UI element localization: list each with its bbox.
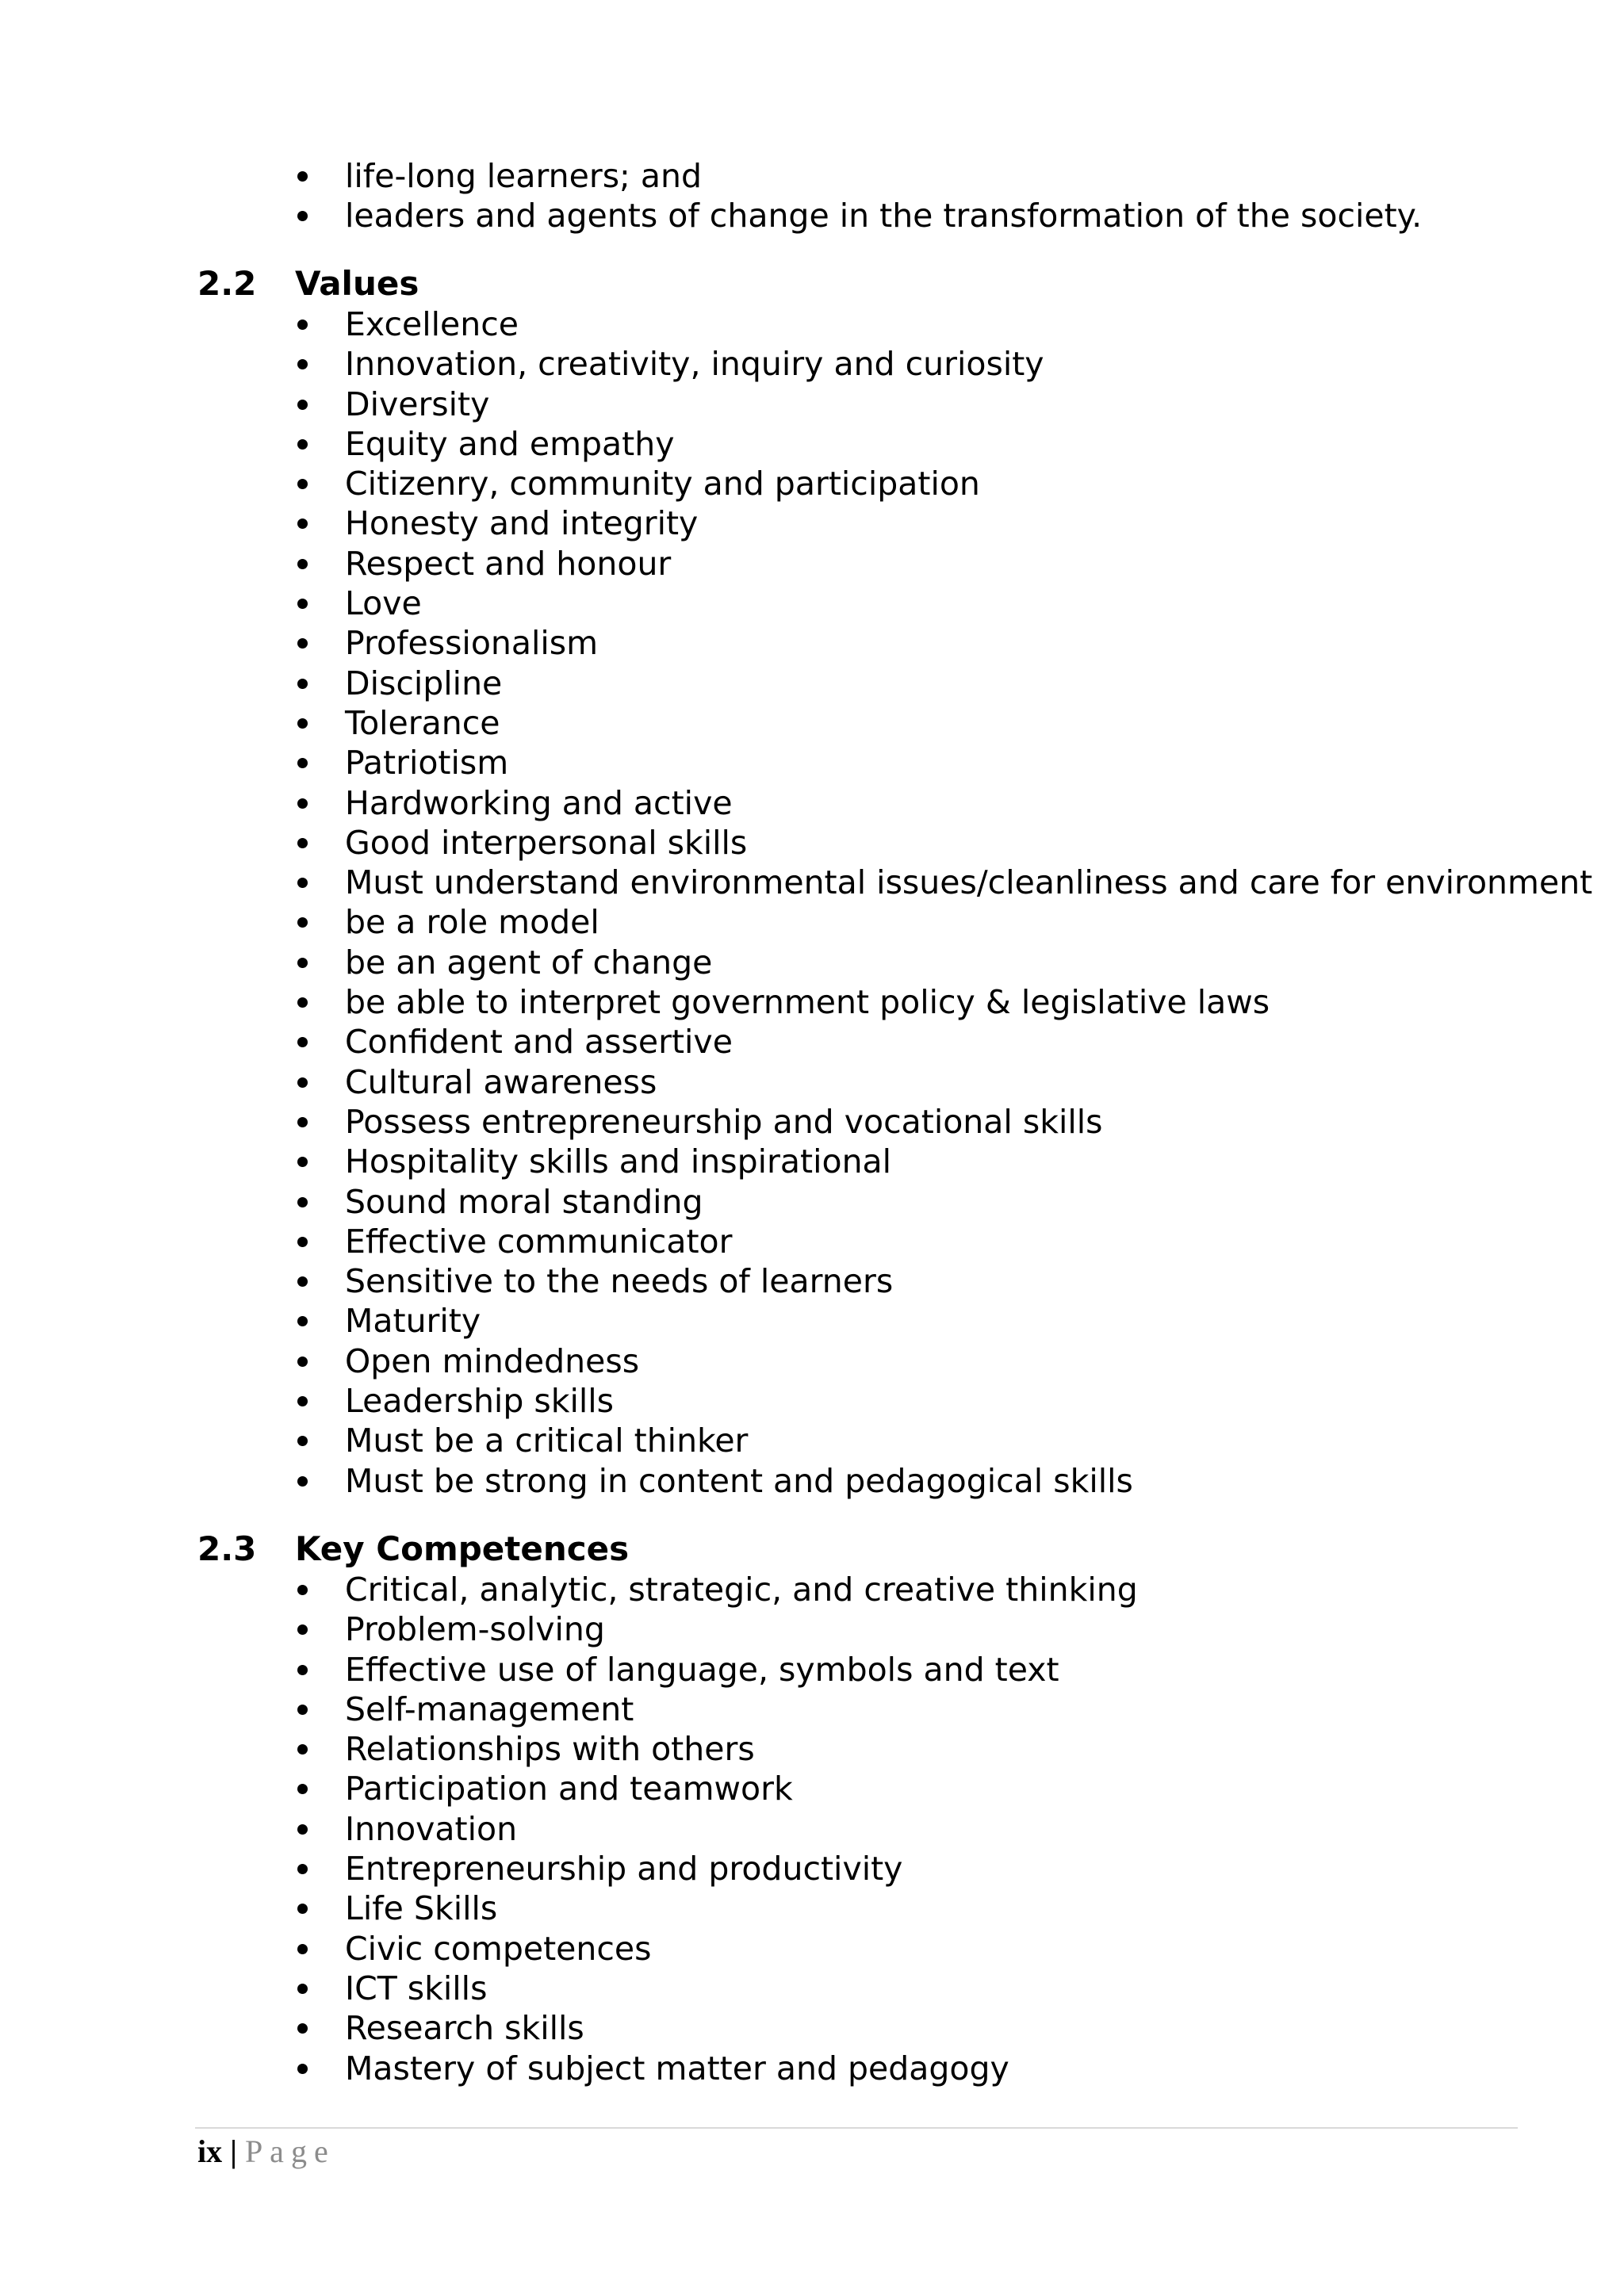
values-list-item (291, 304, 1592, 344)
list-item-text: Good interpersonal skills (345, 823, 748, 862)
bullet-icon (297, 917, 308, 928)
values-list-item (291, 464, 1592, 503)
list-item-text: Diversity (345, 385, 490, 423)
values-list-item (291, 863, 1592, 902)
values-list-item (291, 1062, 1592, 1102)
list-item-text: Innovation (345, 1809, 518, 1848)
bullet-icon (297, 171, 308, 182)
values-list-item (291, 1461, 1592, 1501)
values-list-item (291, 1022, 1592, 1062)
list-item-text: Civic competences (345, 1929, 652, 1968)
bullet-icon (297, 479, 308, 489)
competences-list-item (291, 1969, 1138, 2008)
competences-bullet-list (291, 1570, 1138, 2088)
bullet-icon (297, 1037, 308, 1047)
values-list-item (291, 703, 1592, 743)
bullet-icon (297, 599, 308, 609)
page-footer (197, 2131, 335, 2172)
values-list-item (291, 584, 1592, 623)
values-list-item (291, 1102, 1592, 1142)
bullet-icon (297, 1197, 308, 1207)
bullet-icon (297, 1705, 308, 1715)
bullet-icon (297, 1904, 308, 1914)
values-list-item (291, 344, 1592, 384)
bullet-icon (297, 638, 308, 649)
competences-list-item (291, 1689, 1138, 1729)
values-list-item (291, 1381, 1592, 1421)
bullet-icon (297, 1744, 308, 1755)
bullet-icon (297, 359, 308, 369)
list-item-text: Tolerance (345, 703, 500, 742)
list-item-text: Maturity (345, 1302, 481, 1341)
list-item-text: Innovation, creativity, inquiry and curiosity (345, 345, 1044, 384)
bullet-icon (297, 798, 308, 809)
bullet-icon (297, 1316, 308, 1326)
bullet-icon (297, 1585, 308, 1595)
list-item-text: Cultural awareness (345, 1062, 657, 1101)
list-item-text: be an agent of change (345, 943, 713, 982)
list-item-text: Participation and teamwork (345, 1770, 793, 1808)
bullet-icon (297, 1436, 308, 1446)
values-list-item (291, 982, 1592, 1022)
bullet-icon (297, 997, 308, 1008)
values-list-item (291, 503, 1592, 543)
list-item-text: Excellence (345, 305, 519, 343)
footer-divider (195, 2127, 1518, 2129)
competences-list-item (291, 1809, 1138, 1849)
list-item-text: Love (345, 584, 422, 623)
values-list-item (291, 1222, 1592, 1261)
list-item-text: Self-management (345, 1689, 634, 1728)
list-item-text: be a role model (345, 903, 599, 942)
bullet-icon (297, 1476, 308, 1487)
list-item-text: Relationships with others (345, 1730, 755, 1769)
competences-list-item (291, 1849, 1138, 1888)
list-item-text: Problem-solving (345, 1610, 605, 1649)
values-heading (197, 264, 419, 304)
competences-list-item (291, 1570, 1138, 1609)
bullet-icon (297, 2064, 308, 2074)
bullet-icon (297, 1276, 308, 1287)
list-item-text: Open mindedness (345, 1341, 640, 1380)
competences-list-item (291, 1609, 1138, 1649)
list-item-text: Must be a critical thinker (345, 1422, 749, 1460)
bullet-icon (297, 559, 308, 569)
bullet-icon (297, 718, 308, 729)
competences-list-item (291, 2008, 1138, 2048)
bullet-icon (297, 1984, 308, 1994)
bullet-icon (297, 1824, 308, 1835)
competences-list-item (291, 1888, 1138, 1928)
competences-list-item (291, 1769, 1138, 1808)
list-item-text: Research skills (345, 2009, 584, 2048)
bullet-icon (297, 1944, 308, 1954)
list-item-text: Hospitality skills and inspirational (345, 1142, 892, 1181)
competences-section-number: 2.3 (197, 1529, 257, 1568)
bullet-icon (297, 1357, 308, 1367)
bullet-icon (297, 1117, 308, 1127)
values-section-number: 2.2 (197, 264, 257, 303)
list-item-text: leaders and agents of change in the transformation of the society. (345, 197, 1423, 235)
intro-list-item (291, 196, 1422, 235)
footer-separator: | (230, 2133, 237, 2169)
values-list-item (291, 823, 1592, 863)
values-list-item (291, 424, 1592, 464)
list-item-text: Critical, analytic, strategic, and creative thinking (345, 1571, 1138, 1609)
bullet-icon (297, 679, 308, 689)
list-item-text: Must be strong in content and pedagogical skills (345, 1461, 1133, 1500)
values-section-title: Values (295, 264, 419, 303)
page-label: Page (244, 2133, 335, 2169)
list-item-text: Sound moral standing (345, 1182, 703, 1221)
bullet-icon (297, 838, 308, 848)
values-list-item (291, 664, 1592, 703)
values-list-item (291, 1182, 1592, 1222)
bullet-icon (297, 1396, 308, 1406)
bullet-icon (297, 1784, 308, 1794)
bullet-icon (297, 878, 308, 888)
list-item-text: ICT skills (345, 1969, 488, 2007)
values-list-item (291, 783, 1592, 823)
values-list-item (291, 1301, 1592, 1341)
list-item-text: Effective use of language, symbols and text (345, 1650, 1059, 1689)
list-item-text: Hardworking and active (345, 783, 733, 822)
competences-list-item (291, 1929, 1138, 1969)
list-item-text: Citizenry, community and participation (345, 465, 980, 503)
bullet-icon (297, 400, 308, 410)
values-list-item (291, 385, 1592, 424)
list-item-text: Honesty and integrity (345, 504, 699, 543)
values-list-item (291, 1261, 1592, 1301)
list-item-text: Confident and assertive (345, 1023, 733, 1062)
bullet-icon (297, 519, 308, 529)
competences-list-item (291, 1729, 1138, 1769)
list-item-text: be able to interpret government policy & legislative laws (345, 983, 1270, 1022)
bullet-icon (297, 1864, 308, 1874)
list-item-text: life-long learners; and (345, 157, 703, 195)
values-list-item (291, 1341, 1592, 1381)
list-item-text: Discipline (345, 664, 503, 702)
bullet-icon (297, 439, 308, 450)
values-list-item (291, 544, 1592, 584)
bullet-icon (297, 320, 308, 330)
bullet-icon (297, 2023, 308, 2034)
list-item-text: Mastery of subject matter and pedagogy (345, 2049, 1009, 2087)
list-item-text: Effective communicator (345, 1222, 733, 1261)
competences-heading (197, 1529, 629, 1569)
bullet-icon (297, 1665, 308, 1675)
values-bullet-list (291, 304, 1592, 1501)
values-list-item (291, 902, 1592, 942)
list-item-text: Life Skills (345, 1889, 498, 1928)
list-item-text: Must understand environmental issues/cleanliness and care for environment (345, 863, 1593, 902)
values-list-item (291, 623, 1592, 663)
list-item-text: Patriotism (345, 744, 509, 783)
bullet-icon (297, 958, 308, 968)
competences-list-item (291, 2049, 1138, 2088)
bullet-icon (297, 1157, 308, 1167)
list-item-text: Professionalism (345, 624, 599, 663)
list-item-text: Entrepreneurship and productivity (345, 1850, 903, 1888)
bullet-icon (297, 1237, 308, 1247)
intro-bullet-list (291, 156, 1422, 236)
list-item-text: Sensitive to the needs of learners (345, 1262, 894, 1301)
bullet-icon (297, 211, 308, 221)
values-list-item (291, 1421, 1592, 1460)
bullet-icon (297, 1077, 308, 1088)
list-item-text: Equity and empathy (345, 424, 675, 463)
page-number: ix (197, 2133, 223, 2169)
values-list-item (291, 943, 1592, 982)
bullet-icon (297, 758, 308, 768)
intro-list-item (291, 156, 1422, 196)
list-item-text: Leadership skills (345, 1382, 615, 1421)
values-list-item (291, 743, 1592, 783)
competences-list-item (291, 1650, 1138, 1689)
bullet-icon (297, 1624, 308, 1635)
competences-section-title: Key Competences (295, 1529, 630, 1568)
list-item-text: Possess entrepreneurship and vocational skills (345, 1102, 1103, 1141)
values-list-item (291, 1142, 1592, 1181)
list-item-text: Respect and honour (345, 544, 672, 583)
